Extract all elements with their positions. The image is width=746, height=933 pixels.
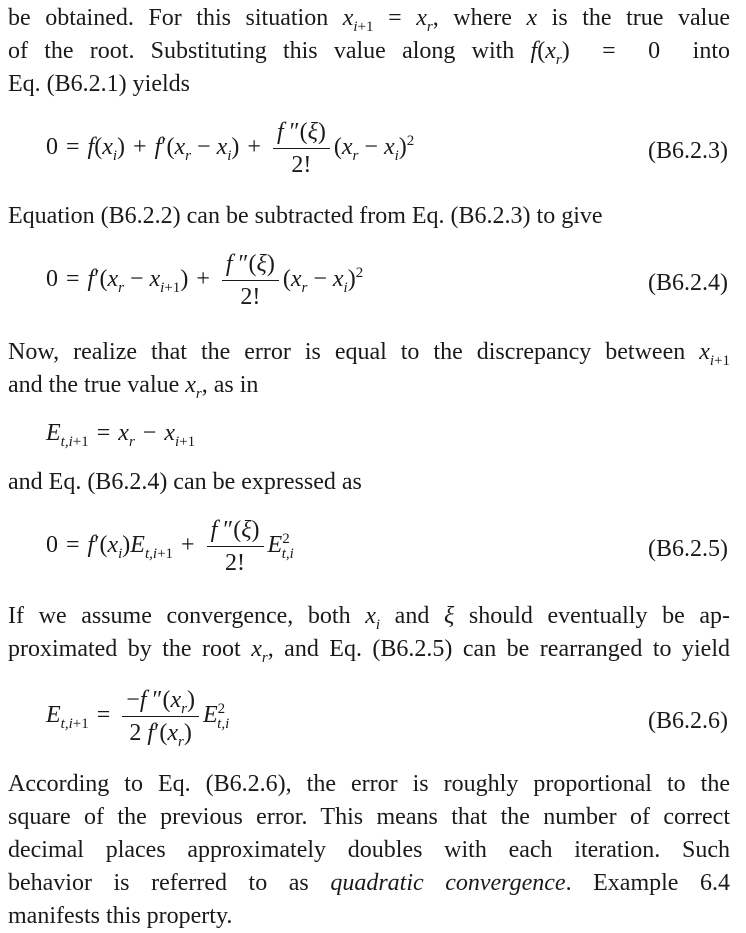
- equation-number: (B6.2.6): [648, 708, 728, 734]
- equation-error-definition: [0, 420, 746, 456]
- paragraph-4-line-1: and Eq. (B6.2.4) can be expressed as: [8, 469, 362, 495]
- paragraph-4: [8, 466, 730, 499]
- equation-b6-2-4: [0, 250, 746, 320]
- equation-b6-2-5-body: $0 = f'(x_i)E_{t,i+1}$ + $\frac{f ''(\xi)}{2!}$ $E^2_{t,i}$: [46, 517, 294, 576]
- paragraph-6-line-1: According to Eq. (B6.2.6), the error is roughly proportional to the: [8, 771, 730, 797]
- equation-number: (B6.2.3): [648, 138, 728, 164]
- equation-b6-2-6-body: $E_{t,i+1}$ = $\frac{-f ''(x_r)}{2 f'(x_r)}$ $E^2_{t,i}$: [46, 687, 230, 750]
- paragraph-6-line-4: behavior is referred to as quadratic convergence. Example 6.4: [8, 870, 730, 896]
- paragraph-5-line-1: If we assume convergence, both $x_i$ and ξ should eventually be ap-: [8, 603, 731, 633]
- emphasis-quadratic-convergence: quadratic convergence: [330, 870, 566, 896]
- paragraph-3-line-2: and the true value $x_r$, as in: [8, 372, 259, 402]
- fraction-error-ratio: $\frac{-f ''(x_r)}{2 f'(x_r)}$: [122, 686, 199, 747]
- equation-error-definition-body: $E_{t,i+1} = x_r - x_{i+1}$: [46, 420, 196, 450]
- paragraph-1-line-1: be obtained. For this situation $x_{i+1} = x_r$, where x is the true value: [8, 5, 730, 35]
- equation-b6-2-3-body: $0 = f(x_i) + f'(x_r - x_i)$ + $\frac{f ''(\xi)}{2!}$ $(x_r - x_i)^2$: [46, 119, 415, 178]
- equation-number: (B6.2.4): [648, 270, 728, 296]
- paragraph-3: [8, 336, 730, 402]
- paragraph-6-line-5: manifests this property.: [8, 903, 233, 929]
- fraction-second-derivative: $\frac{f ''(\xi)}{2!}$: [207, 516, 264, 577]
- paragraph-5-line-2: proximated by the root $x_r$, and Eq. (B6.2.5) can be rearranged to yield: [8, 636, 730, 666]
- paragraph-6-line-3: decimal places approximately doubles with each iteration. Such: [8, 837, 730, 863]
- paragraph-6-line-2: square of the previous error. This means that the number of correct: [8, 804, 730, 830]
- paragraph-1: [8, 2, 730, 101]
- paragraph-2-line-1: Equation (B6.2.2) can be subtracted from Eq. (B6.2.3) to give: [8, 203, 603, 229]
- fraction-second-derivative: $\frac{f ''(\xi)}{2!}$: [222, 250, 279, 311]
- equation-b6-2-6: [0, 686, 746, 762]
- equation-b6-2-3: [0, 118, 746, 188]
- fraction-second-derivative: $\frac{f ''(\xi)}{2!}$: [273, 118, 330, 179]
- equation-b6-2-4-body: $0 = f'(x_r - x_{i+1})$ + $\frac{f ''(\xi)}{2!}$ $(x_r - x_i)^2$: [46, 251, 364, 310]
- paragraph-1-line-3: Eq. (B6.2.1) yields: [8, 71, 190, 97]
- equation-b6-2-5: [0, 516, 746, 586]
- paragraph-1-line-2: of the root. Substituting this value along with $f(x_r) = 0$ into: [8, 38, 730, 68]
- paragraph-3-line-1: Now, realize that the error is equal to the discrepancy between $x_{i+1}$: [8, 339, 730, 369]
- equation-number: (B6.2.5): [648, 536, 728, 562]
- paragraph-6: [8, 768, 730, 933]
- paragraph-2: [8, 200, 730, 233]
- paragraph-5: [8, 600, 730, 666]
